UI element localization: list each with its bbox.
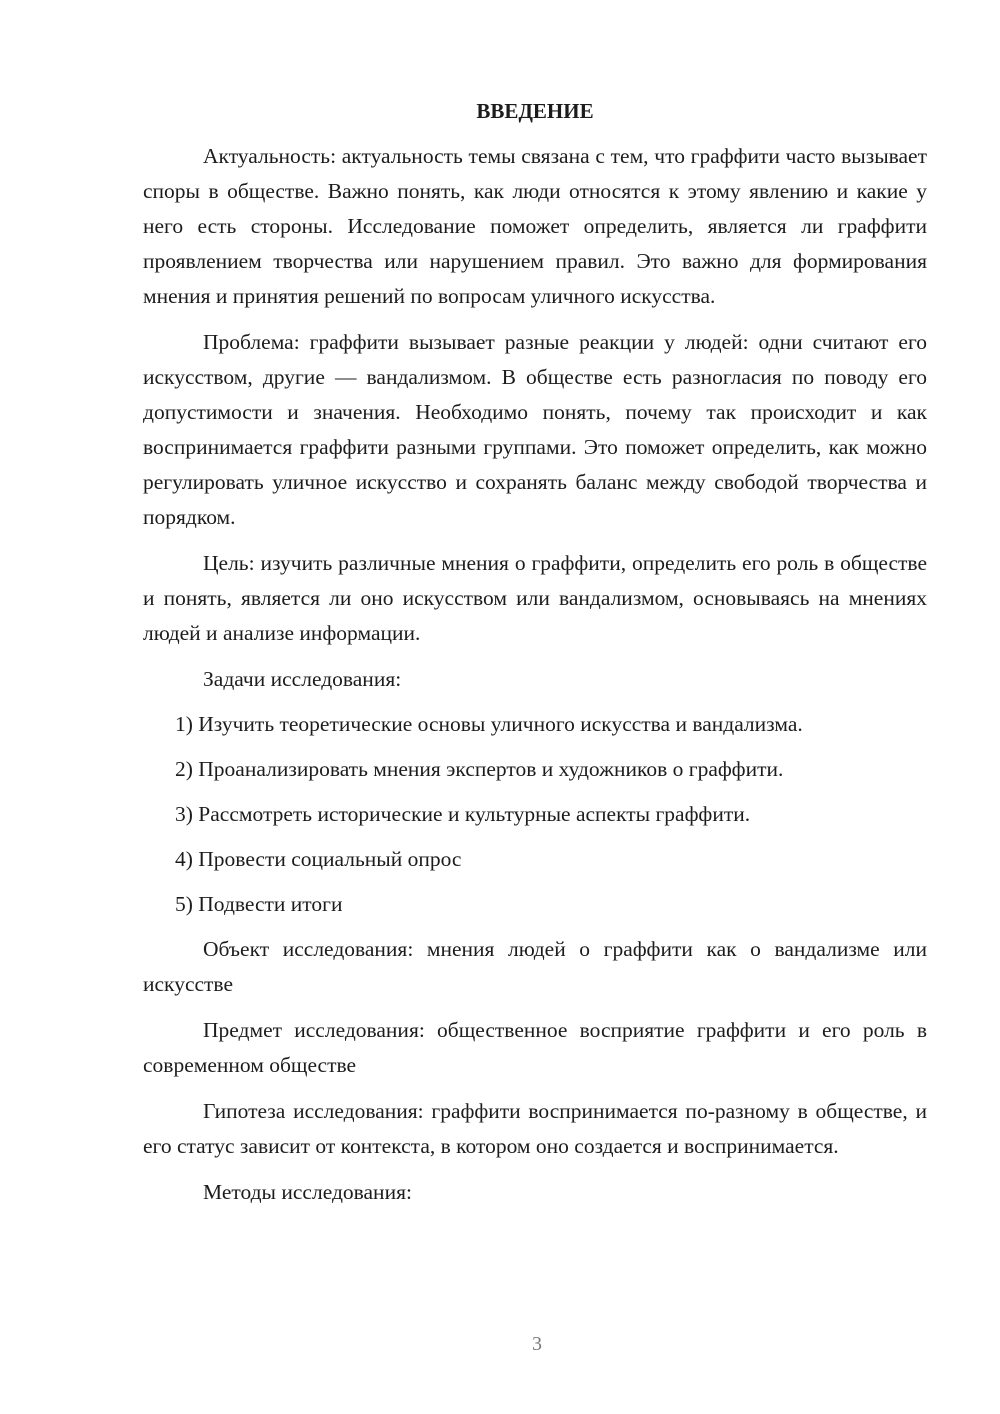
page-title: ВВЕДЕНИЕ [476,99,594,123]
object-paragraph: Объект исследования: мнения людей о граффити как о вандализме или искусстве [143,937,927,996]
tasks-heading: Задачи исследования: [203,667,402,691]
task-item: 3) Рассмотреть исторические и культурные аспекты граффити. [175,802,751,826]
task-item: 4) Провести социальный опрос [175,847,462,871]
page-number: 3 [532,1333,542,1355]
task-item: 5) Подвести итоги [175,892,343,916]
goal-paragraph: Цель: изучить различные мнения о граффити, определить его роль в обществе и понять, является ли оно искусством или вандализмом, основываясь на мнениях людей и анализе информации. [143,551,927,645]
hypothesis-paragraph: Гипотеза исследования: граффити воспринимается по-разному в обществе, и его статус зависит от контекста, в котором оно создается и воспринимается. [143,1099,927,1158]
document-page [143,96,927,1210]
task-item: 2) Проанализировать мнения экспертов и художников о граффити. [175,757,784,781]
task-item: 1) Изучить теоретические основы уличного искусства и вандализма. [175,712,803,736]
subject-paragraph: Предмет исследования: общественное восприятие граффити и его роль в современном обществе [143,1018,927,1077]
problem-paragraph: Проблема: граффити вызывает разные реакции у людей: одни считают его искусством, другие — вандализмом. В обществе есть разногласия по поводу его допустимости и значения. Необходимо понять, почему так происходит и как воспринимается граффити разными группами. Это поможет определить, как можно регулировать уличное искусство и сохранять баланс между свободой творчества и порядком. [143,330,927,529]
relevance-paragraph: Актуальность: актуальность темы связана с тем, что граффити часто вызывает споры в обществе. Важно понять, как люди относятся к этому явлению и какие у него есть стороны. Исследование поможет определить, является ли граффити проявлением творчества или нарушением правил. Это важно для формирования мнения и принятия решений по вопросам уличного искусства. [143,144,927,308]
methods-heading: Методы исследования: [203,1180,412,1204]
